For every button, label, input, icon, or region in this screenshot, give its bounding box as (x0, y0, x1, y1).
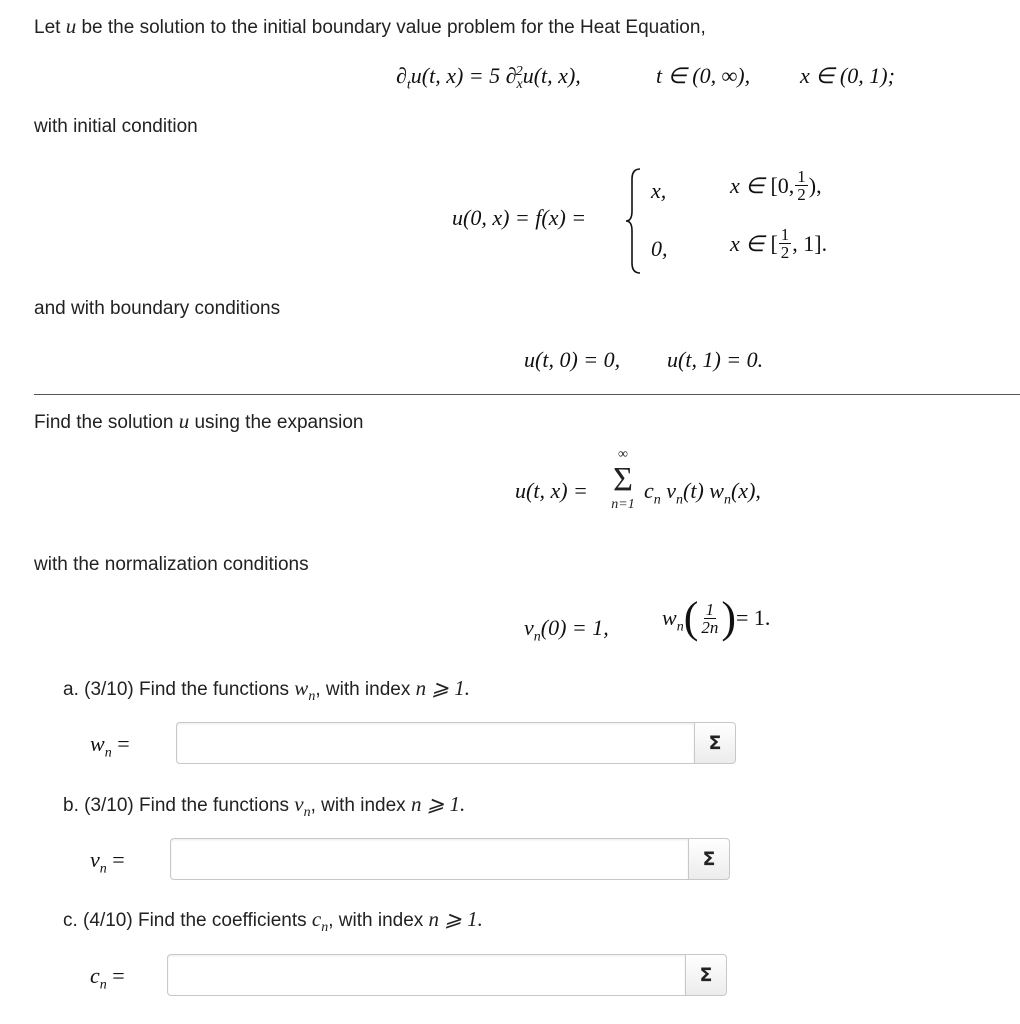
intro-suffix: be the solution to the initial boundary value problem for the Heat Equation, (76, 17, 706, 38)
pde-t-domain (656, 63, 750, 89)
pde-rhs-scripts (517, 77, 523, 92)
part-a-label-sub: n (104, 745, 112, 761)
vn-answer-input[interactable] (170, 838, 688, 880)
part-b-question (63, 792, 466, 820)
case2-dom-text: x ∈ (730, 230, 765, 256)
sigma-icon: Σ (708, 732, 722, 754)
norm-w-rest: = 1. (736, 605, 771, 630)
norm-v-sub: n (533, 629, 541, 645)
part-c-answer-row (90, 954, 740, 998)
rhs-c-sub: n (653, 492, 661, 508)
pde-lhs-fn: u(t, x) = 5 ∂ (410, 63, 517, 88)
norm-w-den: 2n (701, 617, 719, 637)
part-b-label-eq: = (106, 847, 125, 872)
initial-condition-label: with initial condition (34, 116, 198, 137)
part-c-text: c. (4/10) Find the coefficients (63, 910, 312, 931)
rhs-c: c (644, 478, 654, 503)
part-b-var: v (294, 792, 304, 816)
part-b-label-sub: n (99, 861, 107, 877)
pde-partial: ∂ (396, 63, 407, 88)
norm-w-num: 1 (705, 599, 715, 619)
part-b-answer-row (90, 838, 740, 882)
intro-var: u (65, 14, 77, 38)
part-a-question (63, 676, 470, 704)
find-prefix: Find the solution (34, 412, 179, 433)
rhs-w-arg: (x), (730, 478, 761, 503)
part-a-cond: , with index (315, 679, 416, 700)
part-c-var: c (311, 907, 322, 931)
case2-value-text: 0, (651, 236, 668, 261)
part-c-question (63, 907, 483, 935)
case2-fraction (779, 226, 792, 261)
norm-w-close: ) (721, 593, 736, 642)
case1-value (651, 178, 666, 204)
normalization-label: with the normalization conditions (34, 554, 309, 575)
cn-answer-input[interactable] (167, 954, 685, 996)
case2-value (651, 236, 668, 262)
sigma-icon: Σ (702, 848, 716, 870)
case2-close: , 1] (792, 230, 822, 256)
vn-equation-editor-button[interactable] (688, 838, 730, 880)
sigma-icon: Σ (699, 964, 713, 986)
wn-answer-input[interactable] (176, 722, 694, 764)
rhs-v: v (660, 478, 677, 503)
case1-fraction (795, 168, 808, 203)
part-c-label-var: c (90, 963, 100, 988)
sum-lower: n=1 (611, 497, 635, 512)
norm-v-condition (524, 615, 609, 645)
heat-equation (396, 63, 581, 93)
case2-domain (730, 226, 827, 261)
case1-value-text: x, (651, 178, 667, 203)
norm-w-condition (662, 593, 771, 642)
rhs-v-arg: (t) w (683, 478, 724, 503)
part-b-label (90, 847, 125, 877)
case2-end: . (821, 230, 828, 256)
case2-frac-den: 2 (780, 243, 790, 262)
part-b-text: b. (3/10) Find the functions (63, 795, 295, 816)
part-b-cond: , with index (310, 795, 411, 816)
part-a-answer-row (90, 722, 740, 766)
part-a-text: a. (3/10) Find the functions (63, 679, 295, 700)
case2-frac-num: 1 (780, 225, 790, 244)
part-b-label-var: v (90, 847, 100, 872)
find-var: u (178, 409, 190, 433)
part-c-label (90, 963, 125, 993)
boundary-right (667, 347, 763, 373)
rhs-v-sub: n (676, 492, 684, 508)
part-a-sub: n (308, 688, 316, 704)
case1-dom-text: x ∈ (730, 172, 765, 198)
cn-equation-editor-button[interactable] (685, 954, 727, 996)
norm-v-rest: (0) = 1, (540, 615, 609, 640)
initial-lhs (452, 205, 586, 231)
initial-lhs-text: u(0, x) = f(x) = (452, 205, 587, 230)
part-c-idx: n ⩾ 1. (428, 907, 483, 931)
left-brace-icon (624, 167, 644, 275)
case1-close: ) (808, 172, 817, 198)
pde-rhs-fn: u(t, x), (522, 63, 581, 88)
pde-rhs-sub: x (516, 77, 523, 93)
boundary-right-text: u(t, 1) = 0. (667, 347, 764, 372)
part-a-label-var: w (90, 731, 105, 756)
part-b-idx: n ⩾ 1. (410, 792, 466, 816)
boundary-left-text: u(t, 0) = 0, (524, 347, 621, 372)
sum-sigma: Σ (613, 461, 633, 498)
part-b-sub: n (303, 804, 311, 820)
sum-upper: ∞ (618, 447, 628, 462)
part-a-label (90, 731, 130, 761)
wn-equation-editor-button[interactable] (694, 722, 736, 764)
x-domain: x ∈ (0, 1); (800, 63, 895, 88)
summation (608, 448, 638, 512)
part-a-idx: n ⩾ 1. (415, 676, 470, 700)
expansion-rhs (644, 478, 761, 508)
case1-frac-num: 1 (797, 167, 806, 186)
case1-frac-den: 2 (797, 185, 806, 204)
rhs-w-sub: n (723, 492, 731, 508)
find-suffix: using the expansion (189, 412, 364, 433)
case1-domain (730, 168, 822, 203)
norm-w-fraction (699, 601, 720, 636)
case1-end: , (816, 172, 822, 198)
pde-lhs-sub: t (406, 77, 411, 93)
part-a-var: w (294, 676, 309, 700)
norm-w: w (662, 605, 677, 630)
section-divider (34, 394, 1020, 395)
find-solution-label (34, 410, 364, 434)
pde-x-domain (800, 63, 895, 89)
boundary-left (524, 347, 620, 373)
case1-open: [0, (770, 172, 795, 198)
intro-prefix: Let (34, 17, 66, 38)
expansion-lhs-text: u(t, x) = (515, 478, 588, 503)
norm-v: v (524, 615, 534, 640)
boundary-condition-label: and with boundary conditions (34, 298, 281, 319)
intro-text (34, 15, 706, 39)
part-c-cond: , with index (328, 910, 429, 931)
pde-rhs-sup: 2 (515, 63, 523, 79)
norm-w-sub: n (676, 619, 684, 635)
part-c-sub: n (321, 919, 329, 935)
part-c-label-sub: n (99, 977, 107, 993)
expansion-lhs (515, 478, 588, 504)
part-c-label-eq: = (106, 963, 125, 988)
part-a-label-eq: = (111, 731, 130, 756)
t-domain: t ∈ (0, ∞), (656, 63, 751, 88)
case2-open: [ (770, 230, 778, 256)
norm-w-open: ( (683, 593, 699, 642)
